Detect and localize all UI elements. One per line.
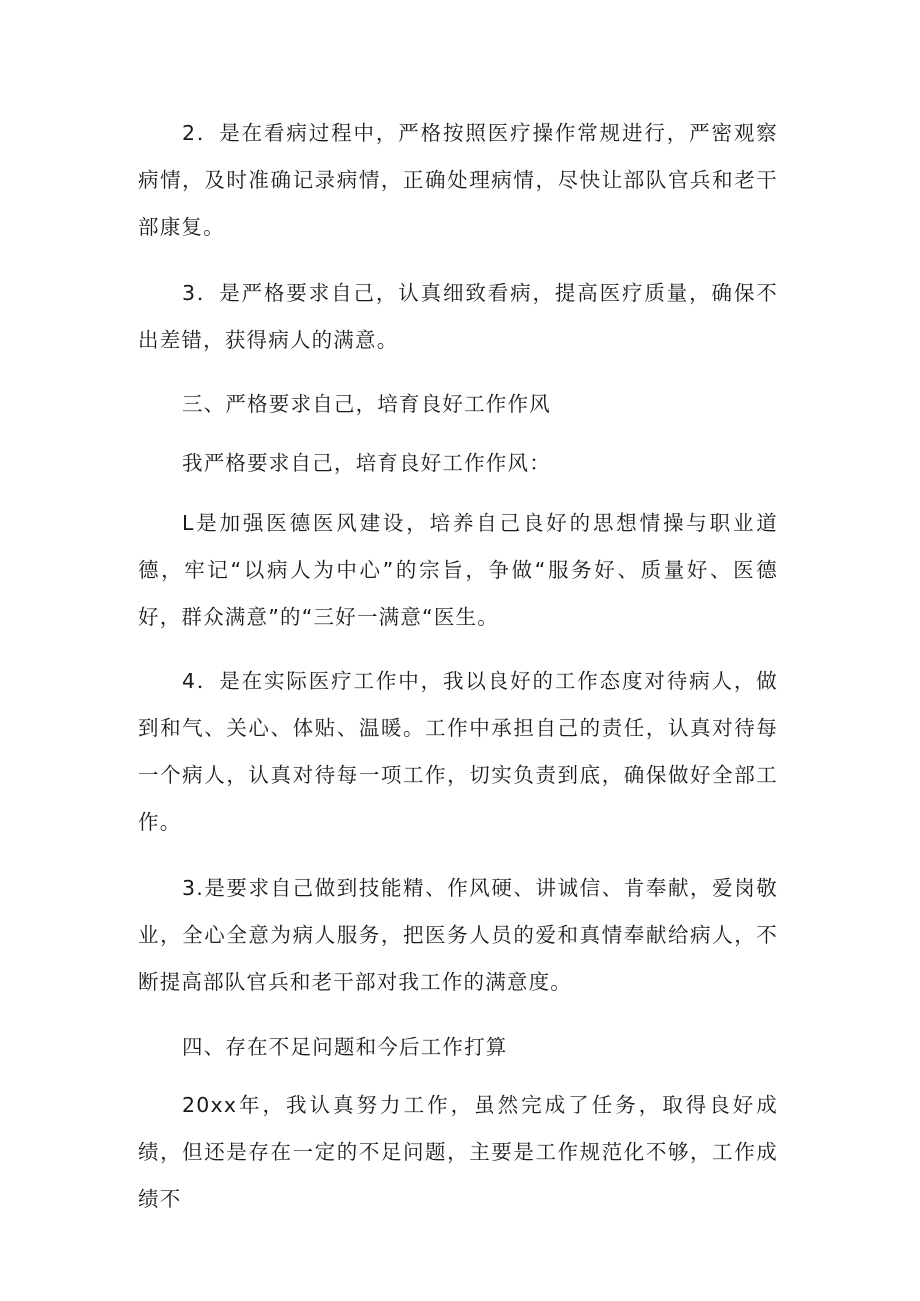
paragraph-item-3-dedication: 3.是要求自己做到技能精、作风硬、讲诚信、肯奉献，爱岗敬业，全心全意为病人服务，把医务人员的爱和真情奉献给病人，不断提高部队官兵和老干部对我工作的满意度。 [138, 876, 778, 994]
paragraph-item-2-diagnosis: 2．是在看病过程中，严格按照医疗操作常规进行，严密观察病情，及时准确记录病情，正确处理病情，尽快让部队官兵和老干部康复。 [138, 121, 778, 239]
section-heading-4: 四、存在不足问题和今后工作打算 [182, 1035, 508, 1059]
paragraph-item-l-ethics: L是加强医德医风建设，培养自己良好的思想情操与职业道德，牢记“以病人为中心”的宗旨，争做“服务好、质量好、医德好，群众满意”的“三好一满意“医生。 [138, 511, 778, 629]
paragraph-item-4-attitude: 4．是在实际医疗工作中，我以良好的工作态度对待病人，做到和气、关心、体贴、温暖。工作中承担自己的责任，认真对待每一个病人，认真对待每一项工作，切实负责到底，确保做好全部工作。 [138, 669, 778, 834]
section-heading-3: 三、严格要求自己，培育良好工作作风 [182, 392, 551, 416]
paragraph-item-3-quality: 3．是严格要求自己，认真细致看病，提高医疗质量，确保不出差错，获得病人的满意。 [138, 281, 778, 352]
paragraph-year-summary: 20xx年，我认真努力工作，虽然完成了任务，取得良好成绩，但还是存在一定的不足问题，主要是工作规范化不够，工作成绩不 [138, 1093, 778, 1211]
paragraph-intro-work-style: 我严格要求自己，培育良好工作作风： [182, 451, 551, 475]
